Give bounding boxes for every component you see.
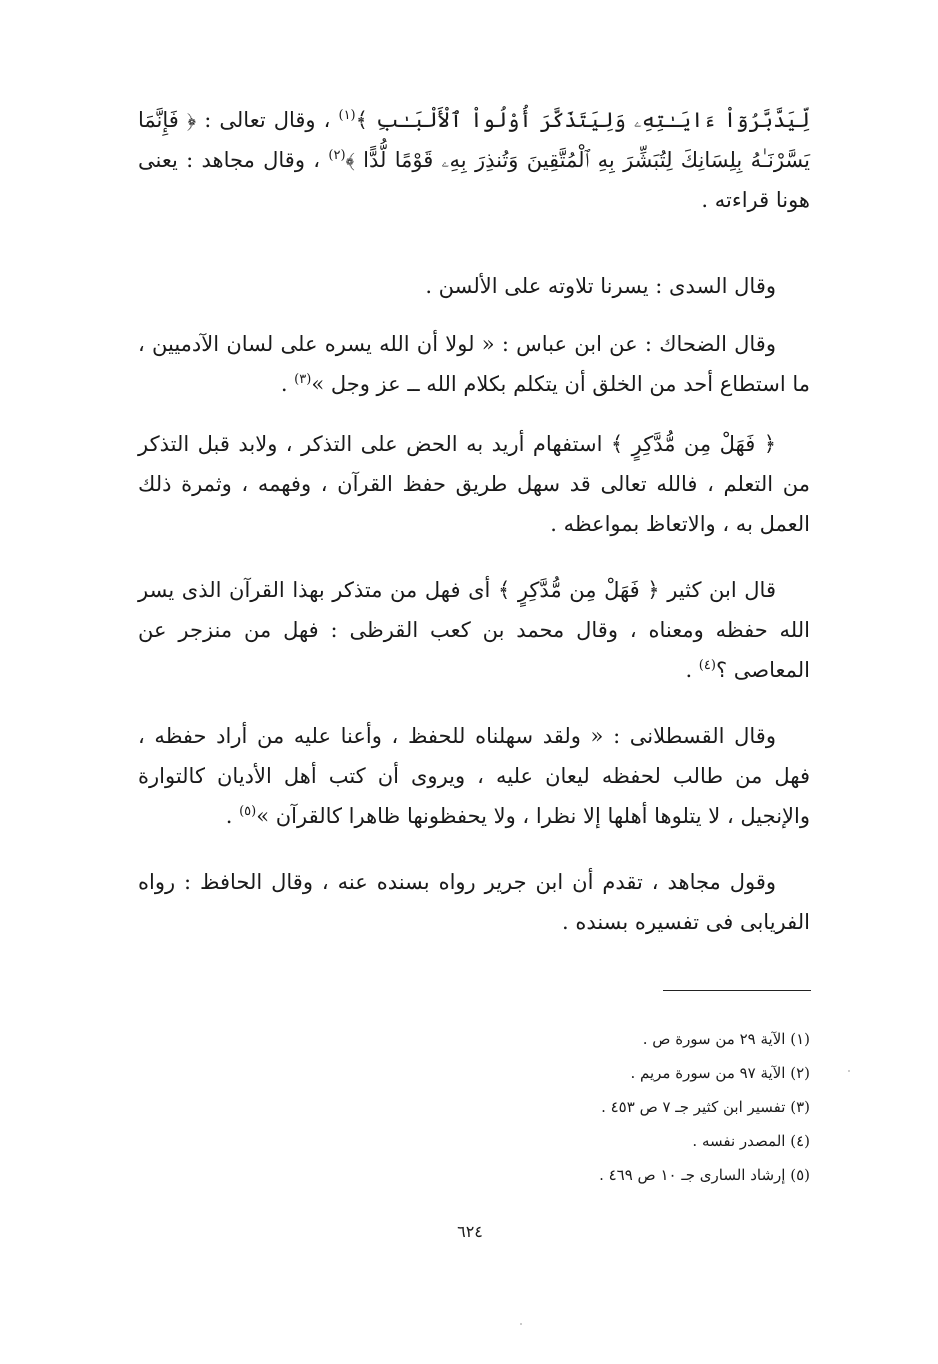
paragraph-text: ، وقال مجاهد : يعنى هونا قراءته . xyxy=(138,148,810,212)
paragraph-text: وقال القسطلانى : « ولقد سهلناه للحفظ ، وأعنا عليه من أراد حفظه ، فهل من طالب لحفظه ليعان عليه ، ويروى أن كتب أهل الأديان كالتوارة والإنجيل ، لا يتلوها أهلها إلا نظرا ، ولا يحفظونها ظاهرا كالقرآن » xyxy=(138,724,810,828)
footnote-ref-3: (٣) xyxy=(294,372,312,387)
scan-speck xyxy=(848,1070,850,1072)
paragraph-text: ﴿ فَهَلْ مِن مُّدَّكِرٍ ﴾ استفهام أريد به الحض على التذكر ، ولابد قبل التذكر من التعلم ، فالله تعالى قد سهل طريق حفظ القرآن ، وفهمه ، وثمرة ذلك العمل به ، والاتعاظ بمواعظه . xyxy=(138,432,810,536)
paragraph-text: وقال الضحاك : عن ابن عباس : « لولا أن الله يسره على لسان الآدميين ، ما استطاع أحد من الخلق أن يتكلم بكلام الله ــ عز وجل » xyxy=(138,332,810,396)
footnotes-list xyxy=(360,1022,810,1192)
footnote-item: (٥) إرشاد السارى جـ ١٠ ص ٤٦٩ . xyxy=(599,1166,810,1184)
paragraph-text: . xyxy=(280,372,295,396)
paragraph-1 xyxy=(138,100,810,220)
footnote-ref-5: (٥) xyxy=(239,804,257,819)
paragraph-text: . xyxy=(225,804,240,828)
paragraph-text: لِّيَدَّبَّرُوٓاْ ءَايَـٰتِهِۦ وَلِيَتَذَكَّرَ أُوْلُواْ ٱلْأَلْبَـٰبِ ﴾ xyxy=(355,108,810,132)
paragraph-4 xyxy=(138,424,810,544)
footnote-ref-2: (٢) xyxy=(328,148,346,163)
footnote-item: (١) الآية ٢٩ من سورة ص . xyxy=(642,1030,810,1048)
paragraph-text: قال ابن كثير ﴿ فَهَلْ مِن مُّدَّكِرٍ ﴾ أى فهل من متذكر بهذا القرآن الذى يسر الله حفظه ومعناه ، وقال محمد بن كعب القرظى : فهل من منزجر عن المعاصى ؟ xyxy=(138,578,810,682)
paragraph-text: . xyxy=(685,658,699,682)
paragraph-6 xyxy=(138,716,810,836)
paragraph-text: وقال السدى : يسرنا تلاوته على الألسن . xyxy=(425,274,776,298)
footnote-item: (٤) المصدر نفسه . xyxy=(692,1132,810,1150)
footnote-item: (٢) الآية ٩٧ من سورة مريم . xyxy=(630,1064,810,1082)
footnote-ref-1: (١) xyxy=(338,108,356,123)
footnote-divider xyxy=(663,990,811,991)
scan-speck xyxy=(520,1323,522,1325)
paragraph-2 xyxy=(138,266,810,306)
footnote-ref-4: (٤) xyxy=(698,658,716,673)
paragraph-7 xyxy=(138,862,810,942)
paragraph-text: وقول مجاهد ، تقدم أن ابن جرير رواه بسنده عنه ، وقال الحافظ : رواه الفريابى فى تفسيره بسنده . xyxy=(138,870,810,934)
paragraph-3 xyxy=(138,324,810,404)
page-number: ٦٢٤ xyxy=(457,1222,483,1241)
footnote-item: (٣) تفسير ابن كثير جـ ٧ ص ٤٥٣ . xyxy=(601,1098,810,1116)
paragraph-5 xyxy=(138,570,810,690)
paragraph-text: ، وقال تعالى : ﴿ فَإِنَّمَا يَسَّرْنَـٰهُ بِلِسَانِكَ لِتُبَشِّرَ بِهِ ٱلْمُتَّقِينَ وَتُنذِرَ بِهِۦ قَوْمًا لُّدًّا ﴾ xyxy=(138,108,811,172)
